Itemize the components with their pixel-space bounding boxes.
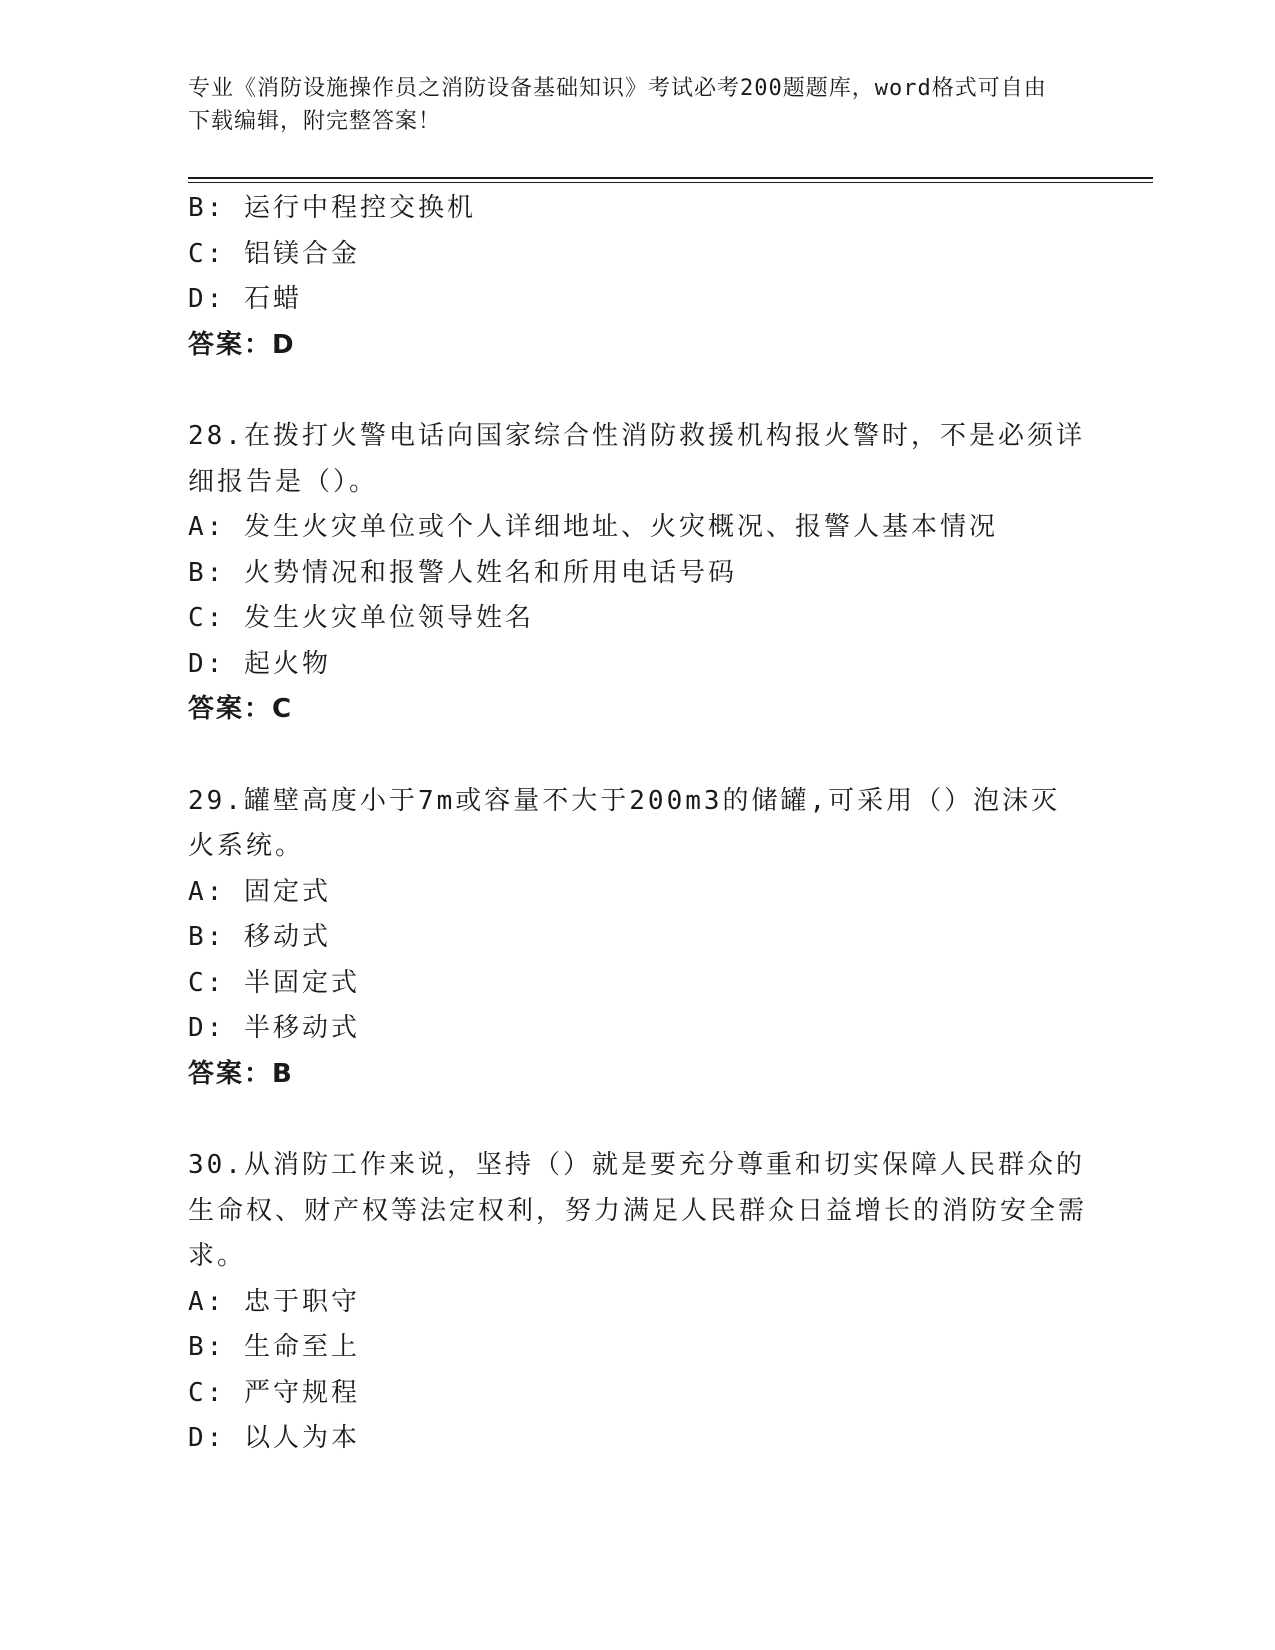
option-b: B: 生命至上	[188, 1332, 360, 1362]
question-continued	[188, 186, 1088, 368]
question-text: 28.在拨打火警电话向国家综合性消防救援机构报火警时，不是必须详细报告是（）。	[188, 421, 1085, 497]
option-c: C: 半固定式	[188, 967, 360, 998]
answer-line: 答案：C	[188, 694, 294, 724]
option-d: D: 半移动式	[188, 1013, 360, 1043]
option-c: C: 铝镁合金	[188, 238, 360, 269]
option-a: A: 忠于职守	[188, 1286, 360, 1317]
option-c: C: 严守规程	[188, 1377, 360, 1408]
answer-line: 答案：D	[188, 329, 296, 360]
document-body	[188, 186, 1088, 1462]
option-a: A: 固定式	[188, 876, 331, 907]
header-rule-thin	[188, 182, 1153, 183]
option-c: C: 发生火灾单位领导姓名	[188, 603, 534, 633]
question-28	[188, 414, 1088, 733]
spacer	[188, 1097, 1088, 1143]
option-d: D: 以人为本	[188, 1423, 360, 1453]
question-29	[188, 779, 1088, 1098]
header-rule-thick	[188, 177, 1153, 179]
spacer	[188, 368, 1088, 414]
option-b: B: 移动式	[188, 922, 331, 952]
option-a: A: 发生火灾单位或个人详细地址、火灾概况、报警人基本情况	[188, 512, 998, 542]
option-b: B: 火势情况和报警人姓名和所用电话号码	[188, 557, 737, 588]
answer-line: 答案：B	[188, 1058, 294, 1089]
option-b: B: 运行中程控交换机	[188, 193, 476, 223]
spacer	[188, 733, 1088, 779]
option-d: D: 起火物	[188, 648, 331, 679]
question-30	[188, 1143, 1088, 1462]
document-header: 专业《消防设施操作员之消防设备基础知识》考试必考200题题库，word格式可自由下载编辑，附完整答案！	[188, 76, 1047, 134]
option-d: D: 石蜡	[188, 284, 302, 314]
question-text: 29.罐壁高度小于7m或容量不大于200m3的储罐,可采用（）泡沫灭火系统。	[188, 785, 1061, 861]
question-text: 30.从消防工作来说，坚持（）就是要充分尊重和切实保障人民群众的生命权、财产权等法定权利，努力满足人民群众日益增长的消防安全需求。	[188, 1150, 1088, 1271]
